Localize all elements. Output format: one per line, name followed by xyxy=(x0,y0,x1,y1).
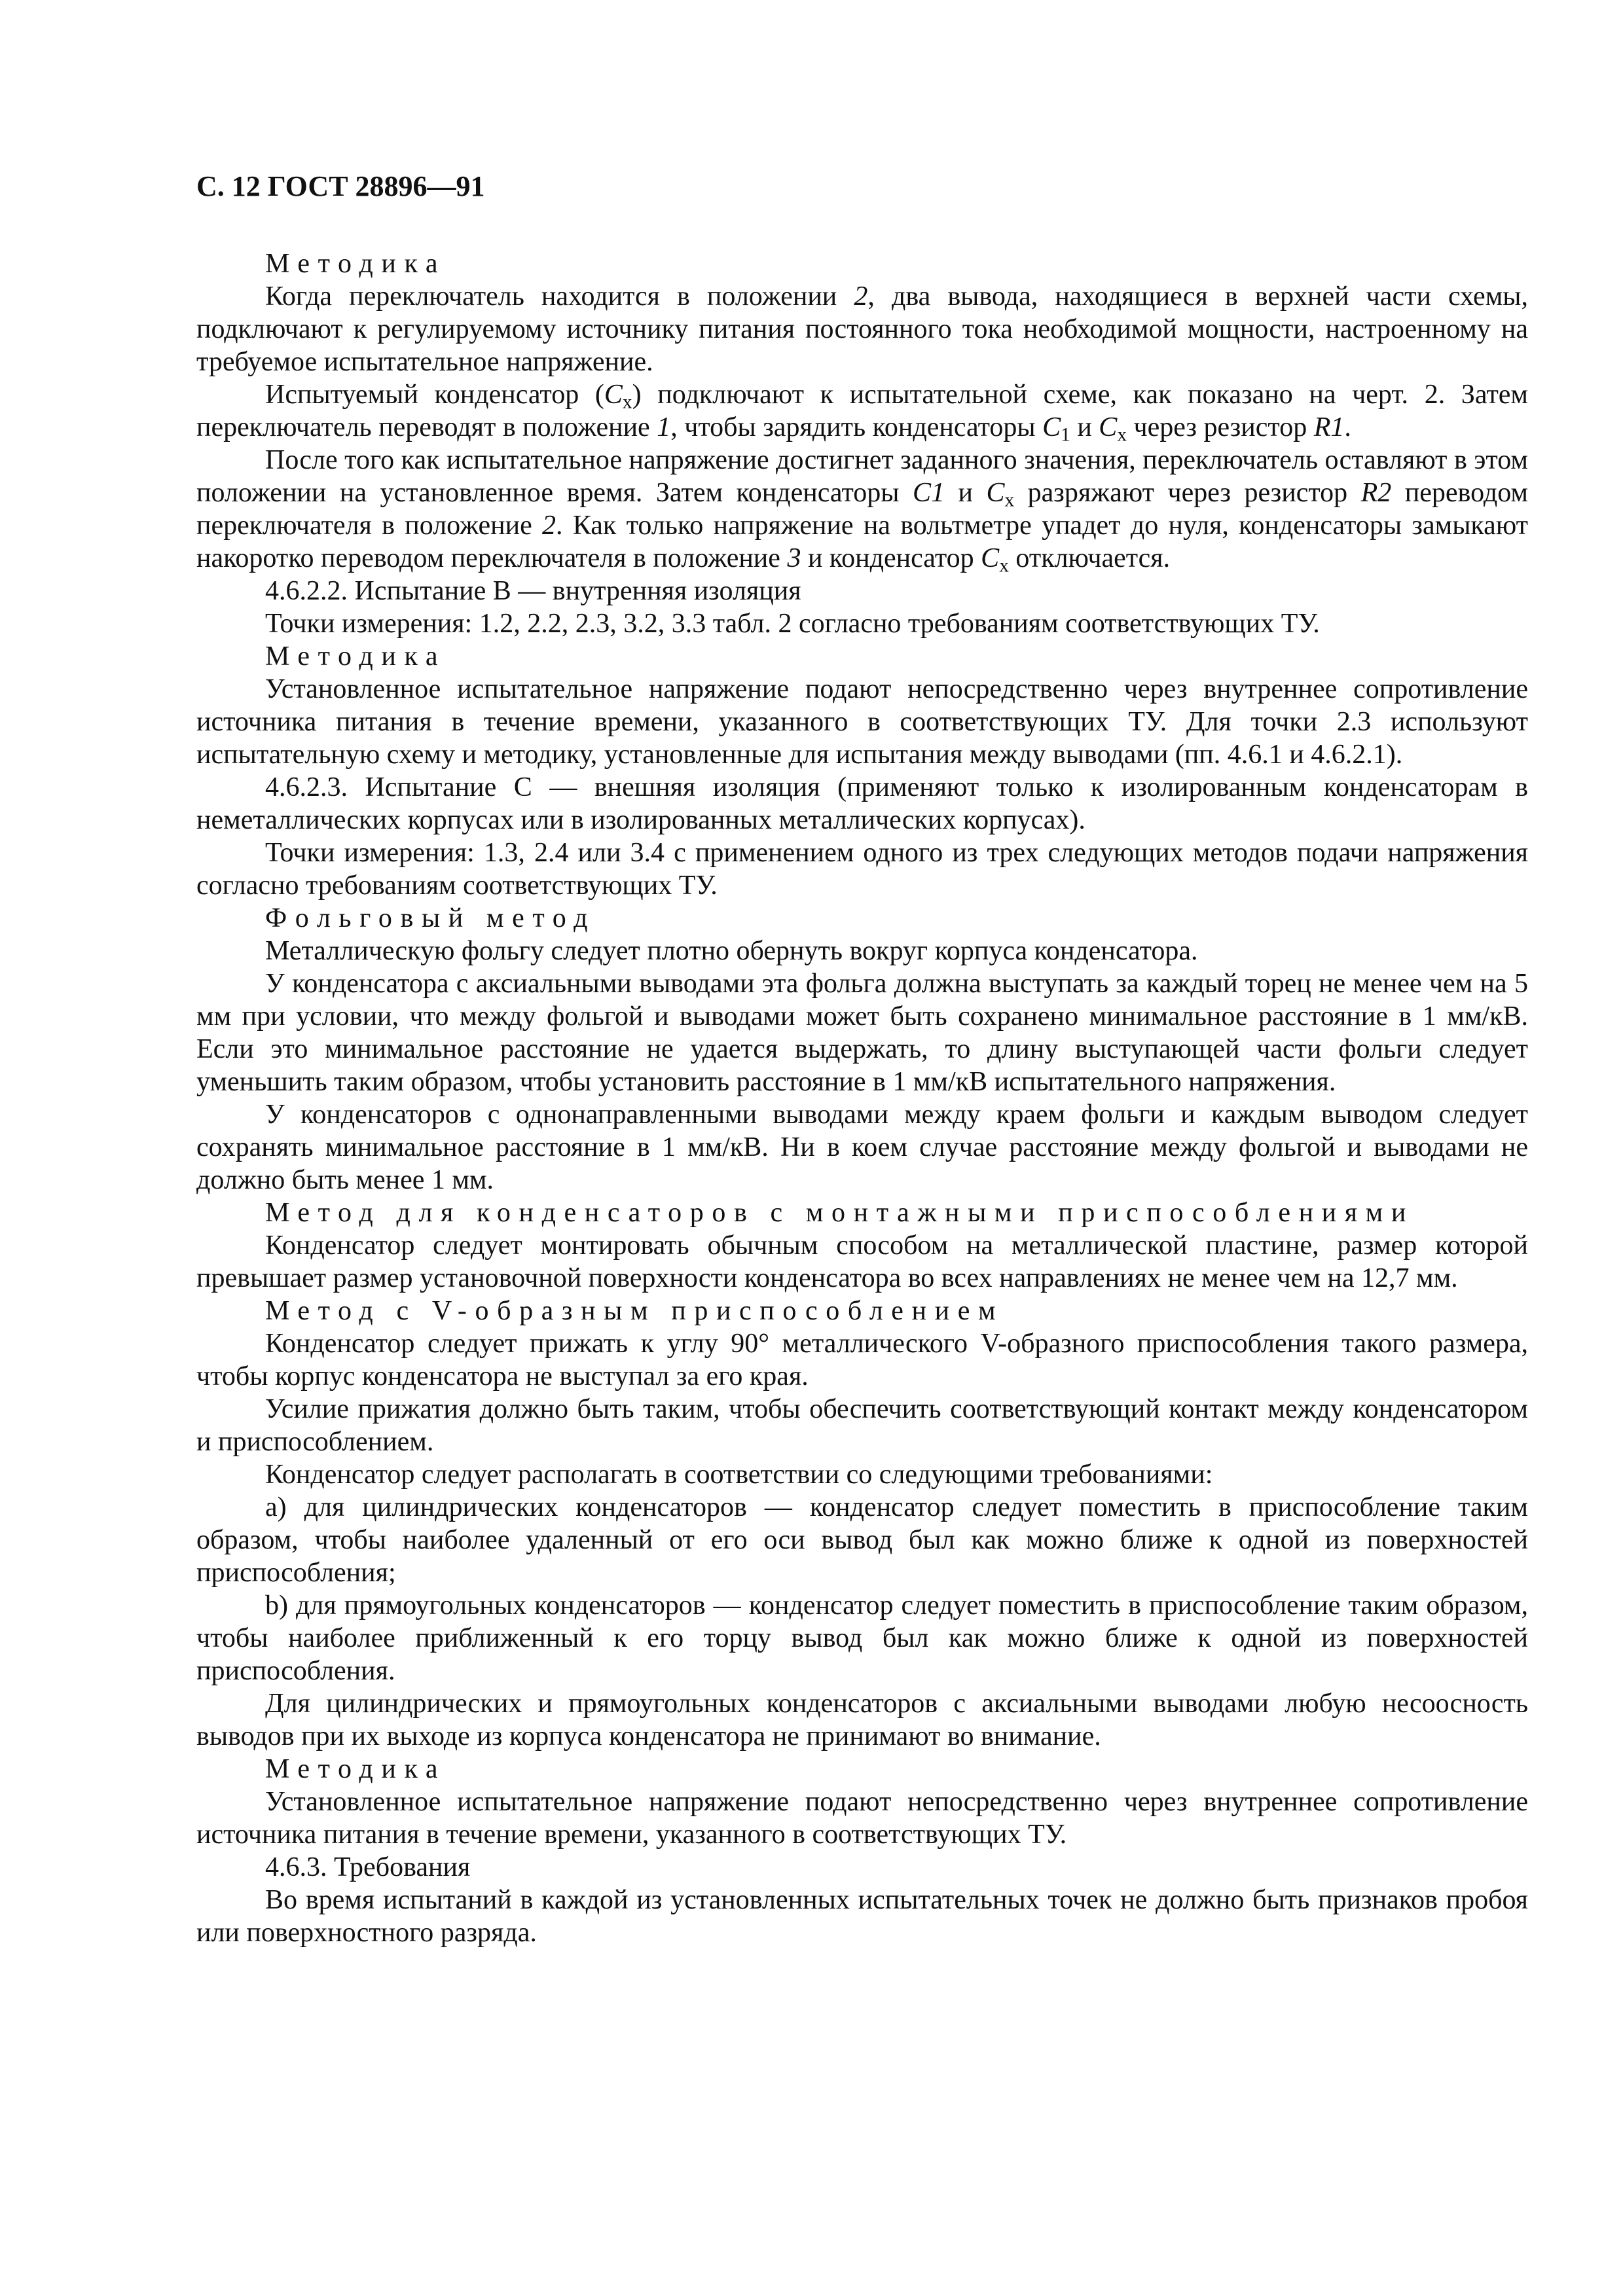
page-header: С. 12 ГОСТ 28896—91 xyxy=(196,170,485,202)
list-item-b-rectangular: b) для прямоугольных конденсаторов — конденсатор следует поместить в приспособление таким образом, чтобы наиболее приближенный к его торцу вывод был как можно ближе к одной из поверхностей приспособления. xyxy=(196,1590,1528,1686)
paragraph-mounting-plate: Конденсатор следует монтировать обычным способом на металлической пластине, размер которой превышает размер установочной поверхности конденсатора во всех направлениях не менее чем на 12,7 мм. xyxy=(196,1230,1528,1293)
section-heading-foil-method: Фольговый метод xyxy=(265,903,596,933)
paragraph-unidirectional-leads: У конденсаторов с однонаправленными выводами между краем фольги и каждым выводом следует сохранять минимальное расстояние в 1 мм/кВ. Ни в коем случае расстояние между фольгой и выводами не должно быть менее 1 мм. xyxy=(196,1100,1528,1195)
list-item-a-cylindrical: а) для цилиндрических конденсаторов — конденсатор следует поместить в приспособление таким образом, чтобы наиболее удаленный от его оси вывод был как можно ближе к одной из поверхностей приспособления; xyxy=(196,1492,1528,1588)
paragraph-discharge: После того как испытательное напряжение достигнет заданного значения, переключатель оставляют в этом положении на установленное время. Затем конденсаторы C1 и $C_x$ разряжают через резистор R2 переводом переключателя в положение 2. Как только напряжение на вольтметре упадет до нуля, конденсаторы замыкают накоротко переводом переключателя в положение 3 и конденсатор $C_x$ отключается. xyxy=(196,445,1529,577)
paragraph-method-b: Установленное испытательное напряжение подают непосредственно через внутреннее сопротивление источника питания в течение времени, указанного в соответствующих ТУ. Для точки 2.3 используют испытательную схему и методику, установленные для испытания между выводами (пп. 4.6.1 и 4.6.2.1). xyxy=(196,674,1528,770)
section-heading-methodology: Методика xyxy=(265,249,447,279)
paragraph-v-block: Конденсатор следует прижать к углу 90° металлического V-образного приспособления такого размера, чтобы корпус конденсатора не выступал за его края. xyxy=(196,1329,1528,1391)
section-heading-v-block-method: Метод с V-образным приспособлением xyxy=(265,1296,1004,1326)
paragraph-method-c: Установленное испытательное напряжение подают непосредственно через внутреннее сопротивление источника питания в течение времени, указанного в соответствующих ТУ. xyxy=(196,1787,1528,1850)
section-heading-mounting-method: Метод для конденсаторов с монтажными приспособлениями xyxy=(265,1198,1414,1228)
section-heading-methodology-b: Методика xyxy=(265,641,447,672)
paragraph-measurement-points-c: Точки измерения: 1.3, 2.4 или 3.4 с применением одного из трех следующих методов подачи напряжения согласно требованиям соответствующих ТУ. xyxy=(196,838,1528,901)
paragraph-axial-leads: У конденсатора с аксиальными выводами эта фольга должна выступать за каждый торец не менее чем на 5 мм при условии, что между фольгой и выводами может быть сохранено минимальное расстояние в 1 мм/кВ. Если это минимальное расстояние не удается выдержать, то длину выступающей части фольги следует уменьшить таким образом, чтобы установить расстояние в 1 мм/кВ испытательного напряжения. xyxy=(196,969,1528,1097)
paragraph-placement-requirements: Конденсатор следует располагать в соответствии со следующими требованиями: xyxy=(265,1460,1213,1490)
clause-4-6-2-2: 4.6.2.2. Испытание В — внутренняя изоляция xyxy=(265,576,801,606)
paragraph-test-capacitor: Испытуемый конденсатор $(C_x)$ подключают к испытательной схеме, как показано на черт. 2. Затем переключатель переводят в положение 1, чтобы зарядить конденсаторы $C_1$ и $C_x$ через резистор R1. xyxy=(196,380,1529,446)
clause-4-6-3: 4.6.3. Требования xyxy=(265,1852,471,1882)
clause-4-6-2-3: 4.6.2.3. Испытание С — внешняя изоляция (применяют только к изолированным конденсаторам в неметаллических корпусах или в изолированных металлических корпусах). xyxy=(196,772,1528,835)
paragraph-measurement-points-b: Точки измерения: 1.2, 2.2, 2.3, 3.2, 3.3 табл. 2 согласно требованиям соответствующих ТУ. xyxy=(265,609,1320,639)
paragraph-foil-wrap: Металлическую фольгу следует плотно обернуть вокруг корпуса конденсатора. xyxy=(265,936,1198,966)
paragraph-switch-position: Когда переключатель находится в положении 2, два вывода, находящиеся в верхней части схемы, подключают к регулируемому источнику питания постоянного тока необходимой мощности, настроенному на требуемое испытательное напряжение. xyxy=(196,281,1528,377)
paragraph-requirements: Во время испытаний в каждой из установленных испытательных точек не должно быть признаков пробоя или поверхностного разряда. xyxy=(196,1885,1528,1948)
paragraph-misalignment: Для цилиндрических и прямоугольных конденсаторов с аксиальными выводами любую несоосность выводов при их выходе из корпуса конденсатора не принимают во внимание. xyxy=(196,1689,1528,1751)
paragraph-clamping-force: Усилие прижатия должно быть таким, чтобы обеспечить соответствующий контакт между конденсатором и приспособлением. xyxy=(196,1394,1528,1457)
section-heading-methodology-c: Методика xyxy=(265,1754,447,1784)
